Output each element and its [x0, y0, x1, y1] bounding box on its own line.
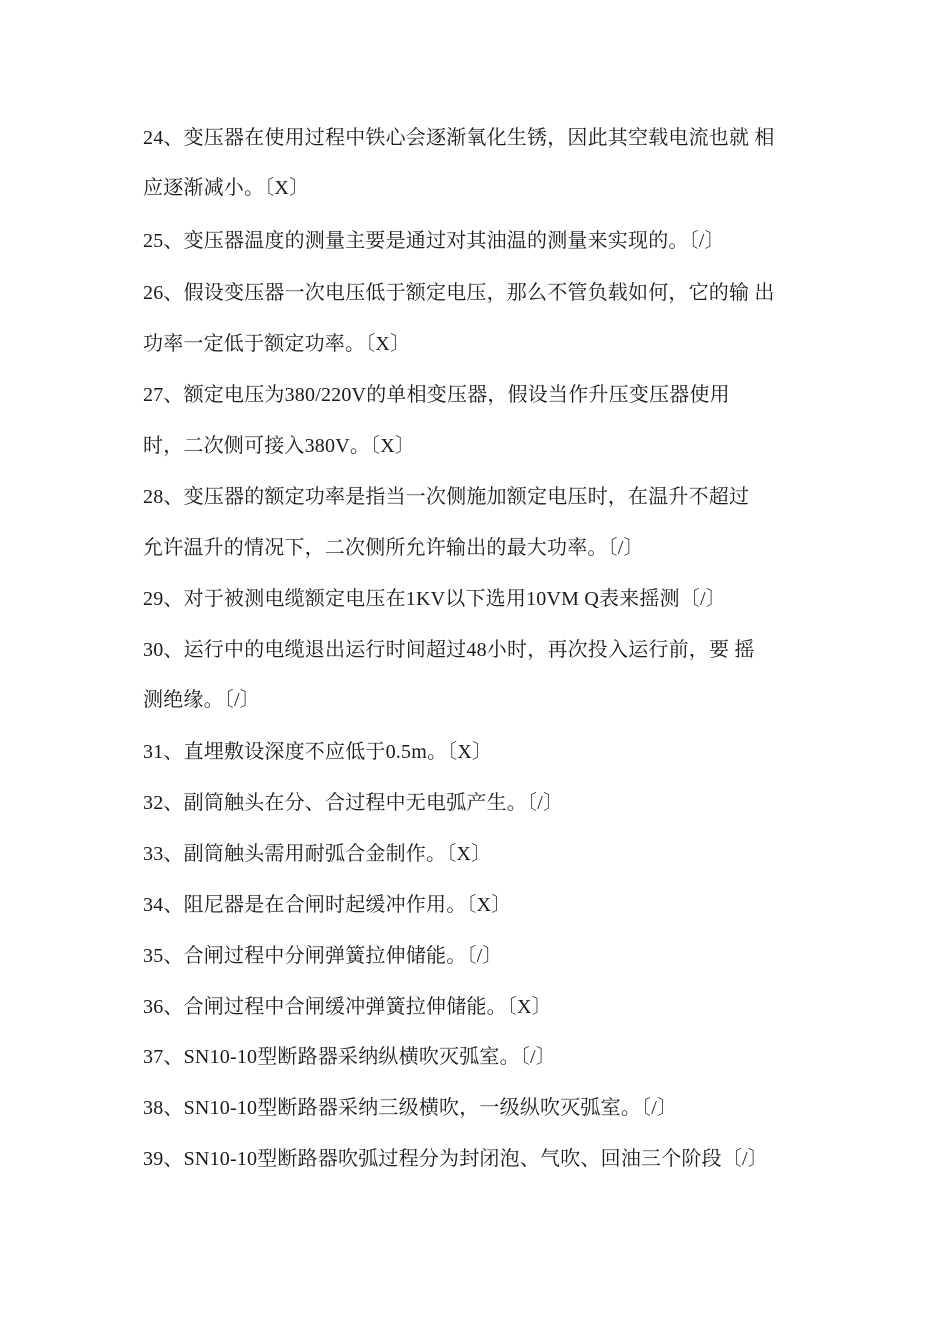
question-26-line-1: 26、假设变压器一次电压低于额定电压，那么不管负载如何，它的输 出 [143, 282, 775, 304]
question-28-line-2: 允许温升的情况下，二次侧所允许输出的最大功率。〔/〕 [143, 537, 644, 559]
question-38-line-1: 38、SN10-10型断路器采纳三级横吹，一级纵吹灭弧室。〔/〕 [143, 1097, 678, 1119]
question-24-line-2: 应逐渐减小。〔X〕 [143, 177, 310, 199]
question-28-line-1: 28、变压器的额定功率是指当一次侧施加额定电压时，在温升不超过 [143, 486, 750, 508]
question-30-line-2: 测绝缘。〔/〕 [143, 689, 260, 711]
question-39-line-1: 39、SN10-10型断路器吹弧过程分为封闭泡、气吹、回油三个阶段〔/〕 [143, 1148, 768, 1170]
question-32-line-1: 32、副筒触头在分、合过程中无电弧产生。〔/〕 [143, 792, 564, 814]
question-26-line-2: 功率一定低于额定功率。〔X〕 [143, 333, 411, 355]
question-25-line-1: 25、变压器温度的测量主要是通过对其油温的测量来实现的。〔/〕 [143, 230, 725, 252]
question-34-line-1: 34、阻尼器是在合闸时起缓冲作用。〔X〕 [143, 894, 512, 916]
question-27-line-1: 27、额定电压为380/220V的单相变压器，假设当作升压变压器使用 [143, 384, 730, 406]
question-36-line-1: 36、合闸过程中合闸缓冲弹簧拉伸储能。〔X〕 [143, 996, 552, 1018]
question-24-line-1: 24、变压器在使用过程中铁心会逐渐氧化生锈，因此其空载电流也就 相 [143, 127, 775, 149]
question-33-line-1: 33、副筒触头需用耐弧合金制作。〔X〕 [143, 843, 492, 865]
question-31-line-1: 31、直埋敷设深度不应低于0.5m。〔X〕 [143, 741, 493, 763]
question-27-line-2: 时，二次侧可接入380V。〔X〕 [143, 435, 416, 457]
question-37-line-1: 37、SN10-10型断路器采纳纵横吹灭弧室。〔/〕 [143, 1046, 556, 1068]
question-29-line-1: 29、对于被测电缆额定电压在1KV以下选用10VM Q表来摇测〔/〕 [143, 588, 726, 610]
question-35-line-1: 35、合闸过程中分闸弹簧拉伸储能。〔/〕 [143, 945, 503, 967]
question-30-line-1: 30、运行中的电缆退出运行时间超过48小时，再次投入运行前，要 摇 [143, 639, 755, 661]
